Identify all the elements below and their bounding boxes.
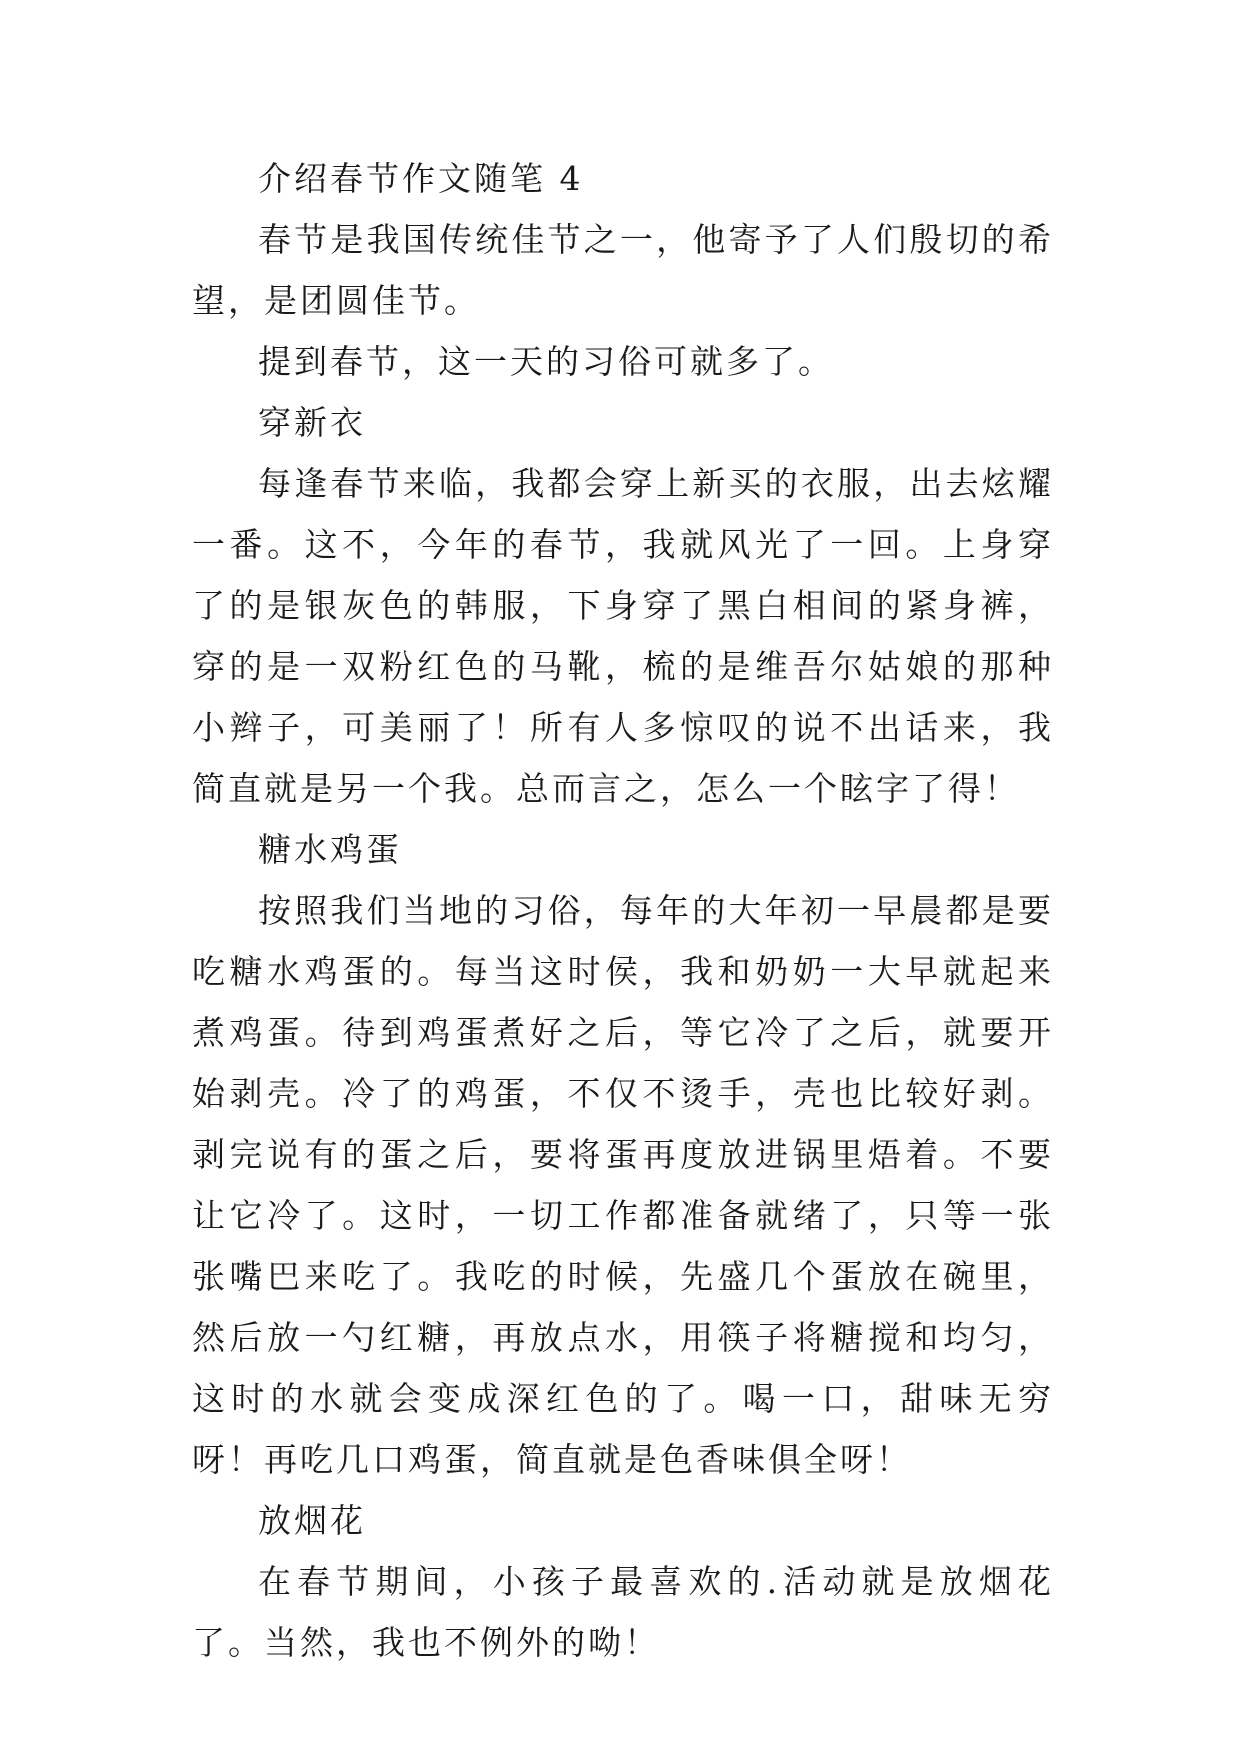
section-heading-new-clothes: 穿新衣 (258, 403, 366, 442)
paragraph-new-clothes: 每逢春节来临，我都会穿上新买的衣服，出去炫耀一番。这不，今年的春节，我就风光了一回。上身穿了的是银灰色的韩服，下身穿了黑白相间的紧身裤，穿的是一双粉红色的马靴，梳的是维吾尔姑娘的那种小辫子，可美丽了！所有人多惊叹的说不出话来，我简直就是另一个我。总而言之，怎么一个眩字了得！ (192, 464, 1054, 808)
paragraph-customs: 提到春节，这一天的习俗可就多了。 (258, 342, 834, 381)
document-title: 介绍春节作文随笔 4 (258, 159, 584, 198)
section-heading-fireworks: 放烟花 (258, 1501, 366, 1540)
paragraph-intro: 春节是我国传统佳节之一，他寄予了人们殷切的希望，是团圆佳节。 (192, 220, 1054, 320)
paragraph-sugar-eggs: 按照我们当地的习俗，每年的大年初一早晨都是要吃糖水鸡蛋的。每当这时侯，我和奶奶一大早就起来煮鸡蛋。待到鸡蛋煮好之后，等它冷了之后，就要开始剥壳。冷了的鸡蛋，不仅不烫手，壳也比较好剥。剥完说有的蛋之后，要将蛋再度放进锅里焐着。不要让它冷了。这时，一切工作都准备就绪了，只等一张张嘴巴来吃了。我吃的时候，先盛几个蛋放在碗里，然后放一勺红糖，再放点水，用筷子将糖搅和均匀，这时的水就会变成深红色的了。喝一口，甜味无穷呀！再吃几口鸡蛋，简直就是色香味俱全呀！ (192, 891, 1054, 1479)
document-page (192, 148, 1054, 1673)
section-heading-sugar-eggs: 糖水鸡蛋 (258, 830, 402, 869)
paragraph-fireworks: 在春节期间，小孩子最喜欢的.活动就是放烟花了。当然，我也不例外的呦！ (192, 1562, 1054, 1662)
